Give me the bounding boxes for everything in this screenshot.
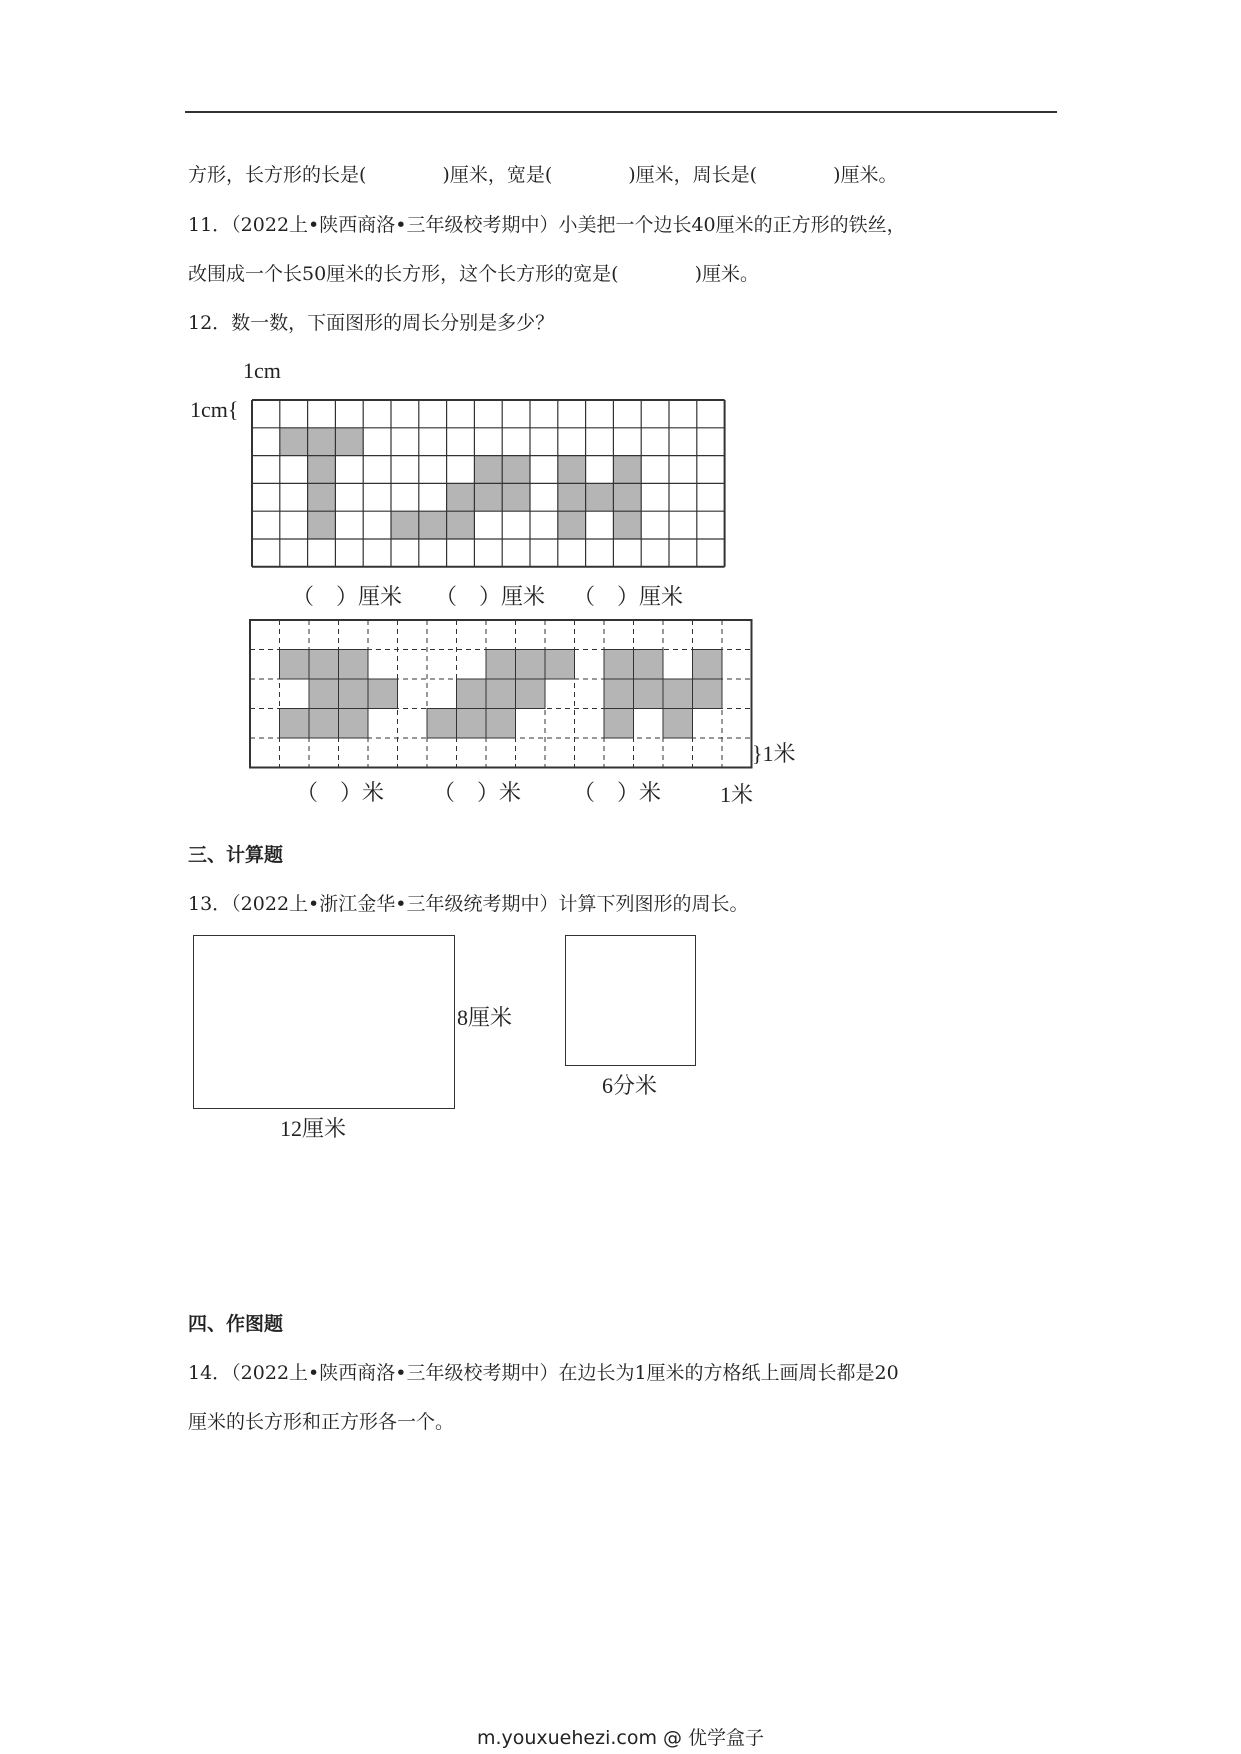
shaded-cell [391,511,419,539]
shaded-cell [474,483,502,511]
shaded-cell [693,679,723,709]
shaded-cell [613,456,641,484]
shaded-cell [693,650,723,680]
shaded-cell [634,650,664,680]
shaded-cell [339,650,369,680]
shaded-cell [427,709,457,739]
shaded-cell [613,483,641,511]
unit-label-top: 1cm [243,358,281,383]
shaded-cell [280,650,310,680]
grid-figure-a [249,396,729,568]
shaded-cell [280,709,310,739]
question-14-line-2: 厘米的长方形和正方形各一个。 [188,1411,455,1433]
rect-width-label: 12厘米 [280,1116,347,1141]
answer-b-2: （ ）米 [433,780,522,805]
shaded-cell [339,679,369,709]
square-shape [565,935,696,1066]
question-14-line-1: 14．（2022上•陕西商洛•三年级校考期中）在边长为1厘米的方格纸上画周长都是20 [188,1362,899,1384]
shaded-cell [457,709,487,739]
rect-height-label: 8厘米 [457,1005,513,1030]
grid-figure-b [247,617,782,787]
shaded-cell [486,650,516,680]
answer-b-3: （ ）米 [573,780,662,805]
unit-label-bottom: 1米 [720,782,754,807]
shaded-cell [309,650,339,680]
question-11-line-2: 改围成一个长50厘米的长方形，这个长方形的宽是( )厘米。 [188,263,760,285]
shaded-cell [545,650,575,680]
shaded-cell [634,679,664,709]
question-13: 13．（2022上•浙江金华•三年级统考期中）计算下列图形的周长。 [188,893,749,915]
footer-watermark: m.youxuehezi.com @ 优学盒子 [476,1727,765,1749]
shaded-cell [502,456,530,484]
shaded-cell [368,679,398,709]
answer-a-1: （ ）厘米 [292,584,403,609]
question-12: 12．数一数，下面图形的周长分别是多少？ [188,312,555,334]
question-10-continuation: 方形，长方形的长是( )厘米，宽是( )厘米，周长是( )厘米。 [188,164,898,186]
shaded-cell [457,679,487,709]
shaded-cell [613,511,641,539]
shaded-cell [663,679,693,709]
shaded-cell [309,709,339,739]
shaded-cell [558,456,586,484]
shaded-cell [663,709,693,739]
shaded-cell [586,483,614,511]
shaded-cell [502,483,530,511]
unit-label-left: 1cm{ [190,397,239,422]
shaded-cell [308,456,336,484]
shaded-cell [558,483,586,511]
shaded-cell [308,483,336,511]
question-11-line-1: 11．（2022上•陕西商洛•三年级校考期中）小美把一个边长40厘米的正方形的铁丝， [188,214,906,236]
section-3-title: 三、计算题 [188,844,284,866]
header-rule [185,111,1057,113]
shaded-cell [474,456,502,484]
shaded-cell [419,511,447,539]
shaded-cell [280,428,308,456]
unit-label-right: }1米 [752,741,796,766]
shaded-cell [309,679,339,709]
shaded-cell [308,511,336,539]
shaded-cell [486,709,516,739]
shaded-cell [486,679,516,709]
answer-a-3: （ ）厘米 [573,584,684,609]
rectangle-shape [193,935,455,1109]
shaded-cell [516,679,546,709]
shaded-cell [447,511,475,539]
shaded-cell [308,428,336,456]
shaded-cell [335,428,363,456]
shaded-cell [604,679,634,709]
shaded-cell [516,650,546,680]
shaded-cell [604,650,634,680]
shaded-cell [558,511,586,539]
section-4-title: 四、作图题 [188,1313,284,1335]
shaded-cell [604,709,634,739]
square-side-label: 6分米 [602,1073,658,1098]
answer-a-2: （ ）厘米 [435,584,546,609]
shaded-cell [339,709,369,739]
answer-b-1: （ ）米 [296,780,385,805]
shaded-cell [447,483,475,511]
